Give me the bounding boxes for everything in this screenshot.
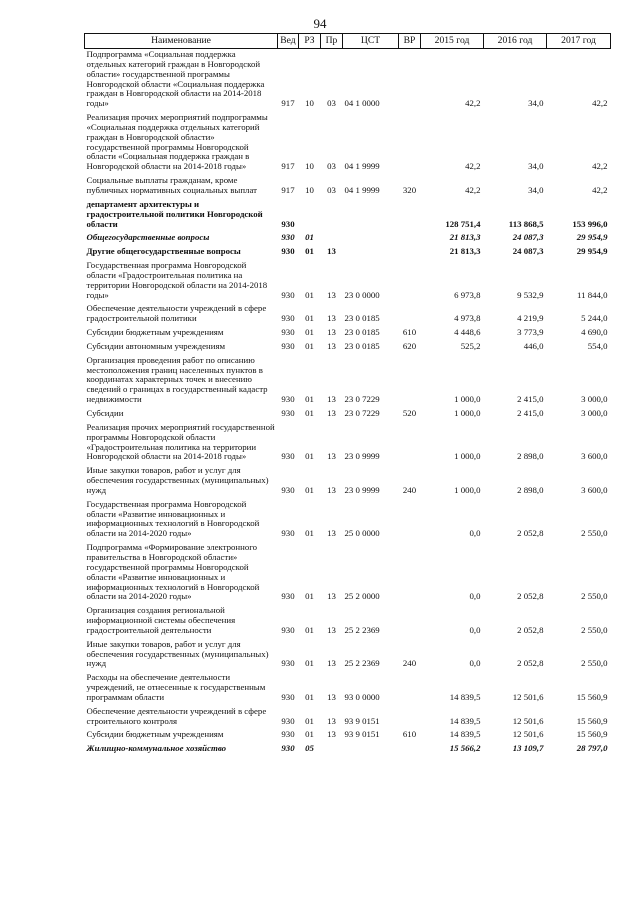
row-value-2017: 4 690,0 xyxy=(581,327,608,338)
row-cst: 23 0 9999 xyxy=(344,451,380,462)
row-value-2017: 28 797,0 xyxy=(576,743,608,754)
row-value-2017: 5 244,0 xyxy=(581,313,608,324)
header-cst: ЦСТ xyxy=(343,34,399,49)
row-name: Общегосударственные вопросы xyxy=(86,232,210,243)
row-pr: 13 xyxy=(327,528,336,539)
row-name: Иные закупки товаров, работ и услуг для обеспечения государственных (муниципальных) нужд xyxy=(86,465,269,495)
row-pr: 13 xyxy=(327,451,336,462)
row-rz: 01 xyxy=(305,394,314,405)
row-value-2016: 3 773,9 xyxy=(517,327,544,338)
row-cst: 23 0 9999 xyxy=(344,484,380,495)
header-2016: 2016 год xyxy=(484,34,547,49)
row-ved: 930 xyxy=(281,624,295,635)
row-value-2015: 15 566,2 xyxy=(449,743,481,754)
row-vr: 610 xyxy=(402,327,417,338)
row-rz: 10 xyxy=(305,161,314,172)
row-name: Обеспечение деятельности учреждений в сфере строительного контроля xyxy=(86,705,267,726)
row-value-2015: 14 839,5 xyxy=(449,691,481,702)
row-rz: 01 xyxy=(305,691,314,702)
row-name: департамент архитектуры и градостроительной политики Новгородской области xyxy=(86,198,263,229)
row-value-2015: 42,2 xyxy=(465,161,481,172)
row-value-2016: 2 052,8 xyxy=(517,624,544,635)
header-2015: 2015 год xyxy=(421,34,484,49)
table-row xyxy=(85,408,611,422)
row-ved: 930 xyxy=(281,451,295,462)
row-pr: 03 xyxy=(327,161,336,172)
row-pr: 13 xyxy=(327,327,336,338)
row-value-2017: 29 954,9 xyxy=(576,232,608,243)
row-ved: 930 xyxy=(281,715,295,726)
row-vr xyxy=(399,706,421,730)
row-value-2016: 2 898,0 xyxy=(517,484,544,495)
row-value-2015: 0,0 xyxy=(469,591,481,602)
row-rz: 01 xyxy=(305,528,314,539)
row-value-2015: 1 000,0 xyxy=(454,451,481,462)
header-ved: Вед xyxy=(278,34,299,49)
row-pr: 13 xyxy=(327,246,336,257)
row-value-2016: 2 052,8 xyxy=(517,528,544,539)
header-vr: ВР xyxy=(399,34,421,49)
row-pr: 13 xyxy=(327,658,336,669)
row-value-2016: 24 087,3 xyxy=(512,246,544,257)
row-value-2017: 42,2 xyxy=(592,184,608,195)
table-row xyxy=(85,303,611,327)
row-ved: 930 xyxy=(281,729,295,740)
row-pr: 13 xyxy=(327,313,336,324)
table-row xyxy=(85,112,611,175)
row-value-2017: 15 560,9 xyxy=(576,715,608,726)
row-value-2015: 42,2 xyxy=(465,98,481,109)
header-2017: 2017 год xyxy=(547,34,611,49)
row-ved: 930 xyxy=(281,394,295,405)
table-row xyxy=(85,465,611,499)
row-cst: 04 1 9999 xyxy=(344,161,380,172)
row-value-2017: 3 600,0 xyxy=(581,484,608,495)
row-rz: 01 xyxy=(305,591,314,602)
row-cst: 23 0 0185 xyxy=(344,327,380,338)
row-value-2017: 42,2 xyxy=(592,161,608,172)
row-vr xyxy=(399,672,421,706)
budget-table xyxy=(84,33,611,757)
row-value-2015: 0,0 xyxy=(469,624,481,635)
row-cst: 25 0 0000 xyxy=(344,528,380,539)
row-ved: 930 xyxy=(281,313,295,324)
row-pr: 13 xyxy=(327,715,336,726)
row-pr xyxy=(321,199,343,233)
table-row xyxy=(85,175,611,199)
row-ved: 917 xyxy=(281,98,295,109)
row-value-2016: 34,0 xyxy=(528,161,544,172)
row-vr xyxy=(399,112,421,175)
row-rz xyxy=(299,199,321,233)
row-value-2016: 2 415,0 xyxy=(517,408,544,418)
table-row xyxy=(85,672,611,706)
row-ved: 917 xyxy=(281,161,295,172)
row-value-2017: 3 600,0 xyxy=(581,451,608,462)
row-vr xyxy=(399,422,421,465)
row-ved: 930 xyxy=(281,327,295,338)
row-value-2016: 12 501,6 xyxy=(512,715,544,726)
row-value-2017: 2 550,0 xyxy=(581,591,608,602)
row-vr xyxy=(399,355,421,408)
table-row xyxy=(85,260,611,303)
row-name: Реализация прочих мероприятий государственной программы Новгородской области «Градостроительная политика на территории Новгородской области на 2014-2018 годы» xyxy=(86,421,275,462)
row-vr: 240 xyxy=(402,484,417,495)
row-value-2015: 42,2 xyxy=(465,184,481,195)
row-pr: 13 xyxy=(327,340,336,351)
row-pr: 13 xyxy=(327,289,336,300)
row-ved: 930 xyxy=(281,340,295,351)
row-pr: 13 xyxy=(327,624,336,635)
table-row xyxy=(85,199,611,233)
row-value-2016: 12 501,6 xyxy=(512,729,544,740)
table-row xyxy=(85,639,611,673)
row-name: Реализация прочих мероприятий подпрограммы «Социальная поддержка отдельных категорий граждан в Новгородской области» государственной программы Новгородской области «Социальная поддержка граждан в Новгородской области на 2014-2018 годы» xyxy=(86,112,268,172)
row-name: Субсидии автономным учреждениям xyxy=(86,340,226,351)
row-rz: 01 xyxy=(305,340,314,351)
row-vr xyxy=(399,499,421,542)
row-rz: 01 xyxy=(305,289,314,300)
row-value-2015: 1 000,0 xyxy=(454,484,481,495)
row-value-2017: 3 000,0 xyxy=(581,408,608,418)
row-ved: 930 xyxy=(281,591,295,602)
row-value-2015: 0,0 xyxy=(469,658,481,669)
row-value-2015: 21 813,3 xyxy=(449,232,481,243)
row-cst: 04 1 9999 xyxy=(344,184,380,195)
row-value-2016: 12 501,6 xyxy=(512,691,544,702)
table-body xyxy=(85,49,611,758)
row-cst xyxy=(343,232,399,246)
row-pr xyxy=(321,743,343,757)
row-value-2016: 2 415,0 xyxy=(517,394,544,405)
table-row xyxy=(85,246,611,260)
row-cst: 25 2 2369 xyxy=(344,624,380,635)
row-name: Государственная программа Новгородской области «Развитие инновационных и информационных технологий в Новгородской области на 2014-2020 годы» xyxy=(86,498,260,539)
row-ved: 930 xyxy=(281,528,295,539)
row-vr xyxy=(399,49,421,113)
row-name: Государственная программа Новгородской области «Градостроительная политика на территории Новгородской области на 2014-2018 годы» xyxy=(86,260,268,300)
row-rz: 10 xyxy=(305,98,314,109)
row-rz: 01 xyxy=(305,327,314,338)
header-name: Наименование xyxy=(85,34,278,49)
row-value-2016: 24 087,3 xyxy=(512,232,544,243)
row-value-2015: 4 448,6 xyxy=(454,327,481,338)
row-rz: 01 xyxy=(305,408,314,418)
row-vr: 320 xyxy=(402,184,417,195)
row-value-2015: 4 973,8 xyxy=(454,313,481,324)
row-value-2015: 525,2 xyxy=(460,340,481,351)
table-row xyxy=(85,743,611,757)
row-vr: 610 xyxy=(402,729,417,740)
row-rz: 01 xyxy=(305,729,314,740)
row-value-2016: 446,0 xyxy=(523,340,544,351)
row-value-2016: 34,0 xyxy=(528,98,544,109)
row-name: Субсидии бюджетным учреждениям xyxy=(86,729,224,740)
row-value-2016: 13 109,7 xyxy=(512,743,544,754)
table-row xyxy=(85,327,611,341)
row-value-2015: 1 000,0 xyxy=(454,394,481,405)
row-name: Организация создания региональной информационной системы обеспечения градостроительной деятельности xyxy=(86,605,236,635)
row-ved: 917 xyxy=(281,184,295,195)
row-rz: 01 xyxy=(305,246,314,257)
row-cst: 25 2 0000 xyxy=(344,591,380,602)
table-row xyxy=(85,499,611,542)
row-pr: 13 xyxy=(327,691,336,702)
row-cst xyxy=(343,199,399,233)
row-name: Субсидии xyxy=(86,408,124,418)
row-rz: 10 xyxy=(305,184,314,195)
row-ved: 930 xyxy=(281,232,295,243)
row-cst: 93 9 0151 xyxy=(344,729,380,740)
row-pr: 13 xyxy=(327,484,336,495)
row-value-2016: 2 052,8 xyxy=(517,658,544,669)
row-rz: 01 xyxy=(305,313,314,324)
row-vr xyxy=(399,199,421,233)
row-vr xyxy=(399,260,421,303)
row-vr: 620 xyxy=(402,340,417,351)
row-name: Обеспечение деятельности учреждений в сфере градостроительной политики xyxy=(86,303,267,324)
row-name: Жилищно-коммунальное хозяйство xyxy=(86,743,227,754)
row-cst: 93 9 0151 xyxy=(344,715,380,726)
row-vr xyxy=(399,743,421,757)
row-value-2017: 2 550,0 xyxy=(581,658,608,669)
row-name: Социальные выплаты гражданам, кроме публичных нормативных социальных выплат xyxy=(86,175,257,195)
row-vr xyxy=(399,542,421,605)
row-value-2016: 113 868,5 xyxy=(508,218,544,229)
row-vr xyxy=(399,605,421,639)
row-value-2016: 9 532,9 xyxy=(517,289,544,300)
row-name: Подпрограмма «Социальная поддержка отдельных категорий граждан в Новгородской области» государственной программы Новгородской области «Социальная поддержка граждан в Новгородской области на 2014-2018 годы» xyxy=(86,49,265,109)
row-value-2015: 14 839,5 xyxy=(449,715,481,726)
row-name: Расходы на обеспечение деятельности учреждений, не отнесенные к государственным программам области xyxy=(86,672,266,702)
row-value-2015: 14 839,5 xyxy=(449,729,481,740)
row-pr: 13 xyxy=(327,591,336,602)
row-ved: 930 xyxy=(281,246,295,257)
table-row xyxy=(85,355,611,408)
row-cst: 04 1 0000 xyxy=(344,98,380,109)
row-value-2016: 2 898,0 xyxy=(517,451,544,462)
row-value-2017: 3 000,0 xyxy=(581,394,608,405)
row-cst xyxy=(343,246,399,260)
row-value-2016: 34,0 xyxy=(528,184,544,195)
row-name: Субсидии бюджетным учреждениям xyxy=(86,327,224,338)
row-cst: 23 0 0185 xyxy=(344,313,380,324)
header-pr: Пр xyxy=(321,34,343,49)
row-rz: 01 xyxy=(305,624,314,635)
row-value-2017: 15 560,9 xyxy=(576,691,608,702)
table-row xyxy=(85,542,611,605)
table-header-row xyxy=(85,34,611,49)
row-value-2017: 42,2 xyxy=(592,98,608,109)
row-rz: 05 xyxy=(305,743,314,754)
page-number: 94 xyxy=(313,16,327,31)
row-value-2017: 554,0 xyxy=(587,340,608,351)
row-cst: 25 2 2369 xyxy=(344,658,380,669)
row-value-2017: 11 844,0 xyxy=(577,289,608,300)
row-cst: 93 0 0000 xyxy=(344,691,380,702)
row-rz: 01 xyxy=(305,451,314,462)
row-pr: 03 xyxy=(327,98,336,109)
row-ved: 930 xyxy=(281,743,295,754)
row-value-2015: 1 000,0 xyxy=(454,408,481,418)
row-rz: 01 xyxy=(305,658,314,669)
row-value-2017: 2 550,0 xyxy=(581,624,608,635)
row-cst: 23 0 7229 xyxy=(344,394,380,405)
row-value-2017: 29 954,9 xyxy=(576,246,608,257)
row-value-2015: 6 973,8 xyxy=(454,289,481,300)
row-vr xyxy=(399,303,421,327)
row-ved: 930 xyxy=(281,658,295,669)
table-row xyxy=(85,341,611,355)
row-value-2016: 4 219,9 xyxy=(517,313,544,324)
row-vr: 240 xyxy=(402,658,417,669)
row-value-2016: 2 052,8 xyxy=(517,591,544,602)
row-ved: 930 xyxy=(281,691,295,702)
row-value-2017: 15 560,9 xyxy=(576,729,608,740)
row-value-2017: 153 996,0 xyxy=(572,218,608,229)
table-row xyxy=(85,422,611,465)
row-rz: 01 xyxy=(305,715,314,726)
row-rz: 01 xyxy=(305,232,314,243)
table-row xyxy=(85,49,611,113)
row-value-2017: 2 550,0 xyxy=(581,528,608,539)
row-vr xyxy=(399,232,421,246)
row-cst xyxy=(343,743,399,757)
row-name: Другие общегосударственные вопросы xyxy=(86,246,241,257)
row-pr: 13 xyxy=(327,408,336,418)
table-row xyxy=(85,729,611,743)
row-name: Иные закупки товаров, работ и услуг для обеспечения государственных (муниципальных) нужд xyxy=(86,638,269,669)
row-pr: 13 xyxy=(327,729,336,740)
header-rz: РЗ xyxy=(299,34,321,49)
row-ved: 930 xyxy=(281,484,295,495)
row-name: Подпрограмма «Формирование электронного правительства в Новгородской области» государственной программы Новгородской области «Развитие инновационных и информационных технологий в Новгородской области на 2014-2020 годы» xyxy=(86,542,260,602)
row-pr: 03 xyxy=(327,184,336,195)
row-ved: 930 xyxy=(281,289,295,300)
row-ved: 930 xyxy=(281,218,295,229)
row-value-2015: 21 813,3 xyxy=(449,246,481,257)
row-pr xyxy=(321,232,343,246)
row-cst: 23 0 0000 xyxy=(344,289,380,300)
row-value-2015: 128 751,4 xyxy=(445,218,481,229)
table-row xyxy=(85,605,611,639)
row-ved: 930 xyxy=(281,408,295,418)
row-cst: 23 0 7229 xyxy=(344,408,380,418)
row-pr: 13 xyxy=(327,394,336,405)
row-value-2015: 0,0 xyxy=(469,528,481,539)
table-row xyxy=(85,232,611,246)
row-name: Организация проведения работ по описанию местоположения границ населенных пунктов в координатах характерных точек и внесению сведений о границах в государственный кадастр недвижимости xyxy=(86,354,268,405)
table-row xyxy=(85,706,611,730)
row-rz: 01 xyxy=(305,484,314,495)
row-vr xyxy=(399,246,421,260)
row-cst: 23 0 0185 xyxy=(344,340,380,351)
row-vr: 520 xyxy=(402,408,417,418)
